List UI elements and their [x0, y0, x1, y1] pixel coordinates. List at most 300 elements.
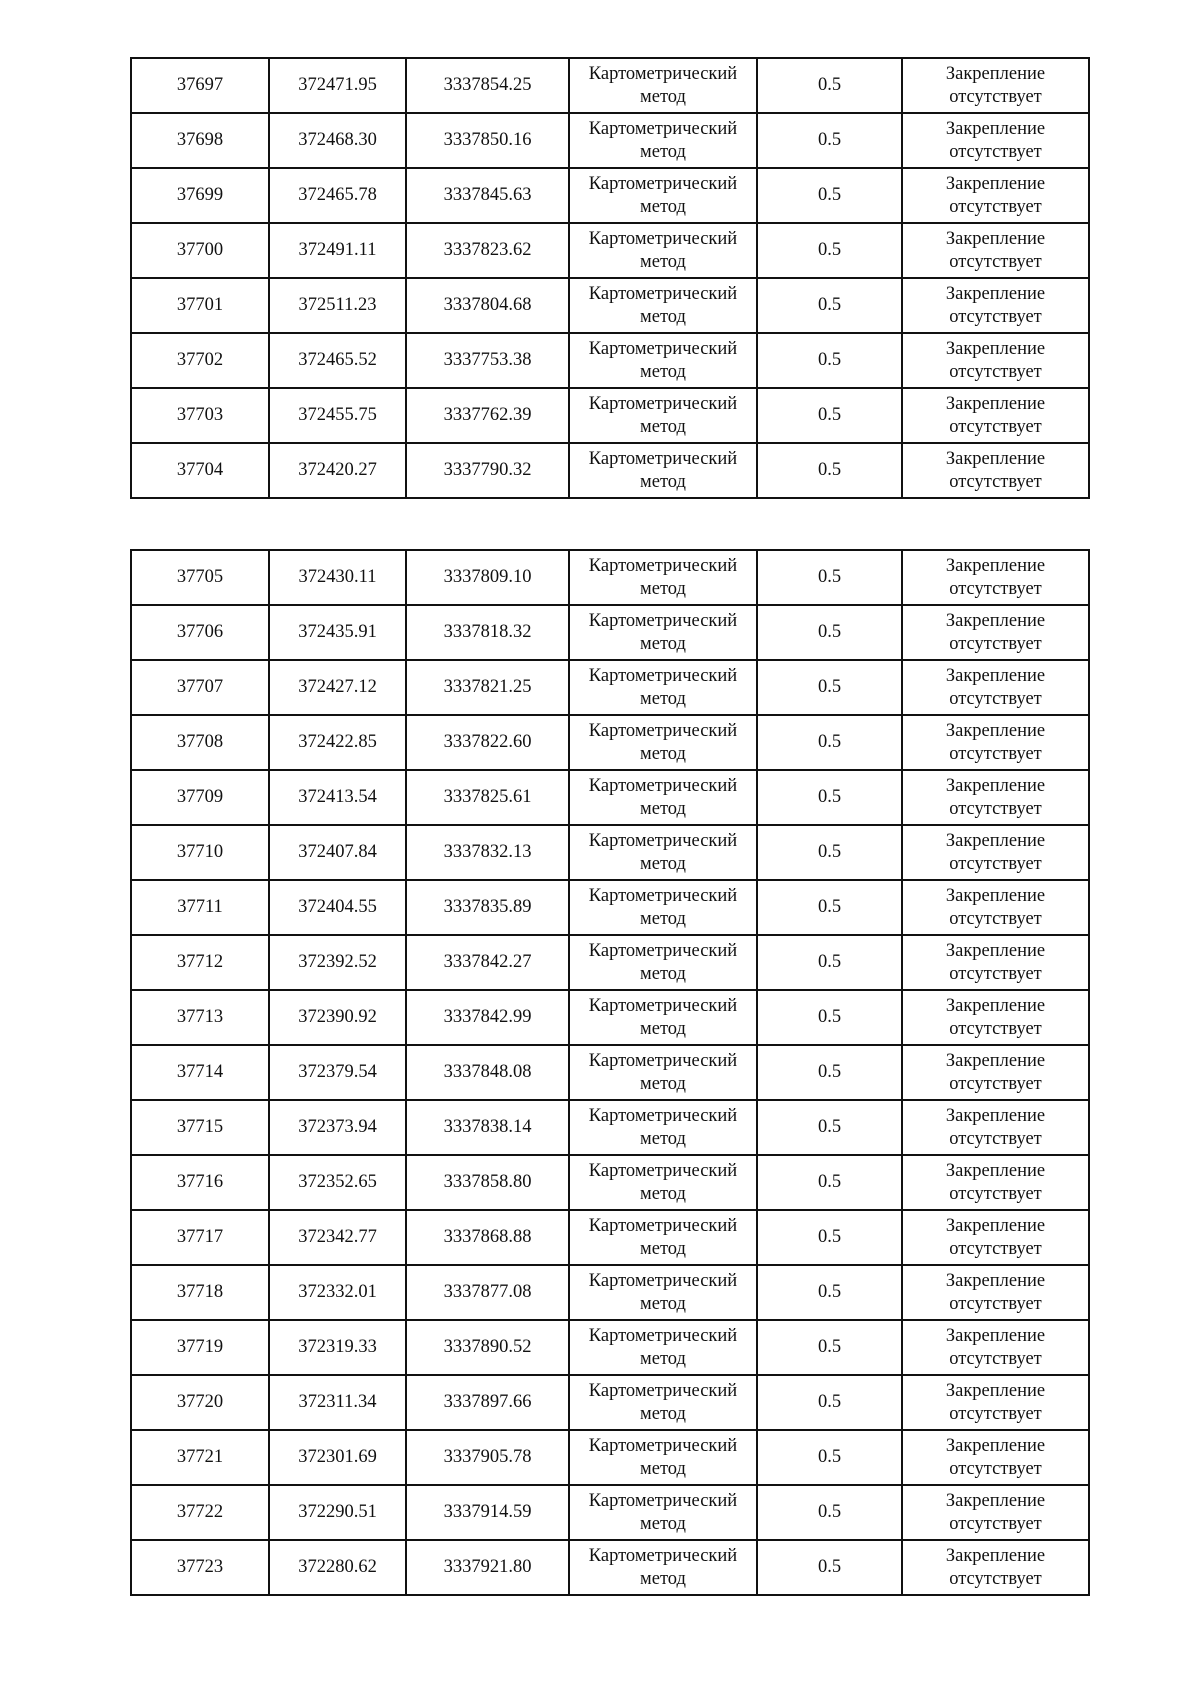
table-row — [131, 825, 1089, 880]
fixation-cell — [902, 770, 1089, 825]
method-cell-line-1: Картометрический — [588, 555, 738, 576]
point-number-cell: 37707 — [131, 660, 269, 715]
fixation-cell — [902, 935, 1089, 990]
fixation-cell-line-1: Закрепление — [945, 448, 1046, 469]
y-coordinate-cell: 3337897.66 — [406, 1375, 569, 1430]
method-cell-line-1: Картометрический — [588, 118, 738, 139]
method-cell — [569, 1045, 757, 1100]
y-coordinate-cell: 3337890.52 — [406, 1320, 569, 1375]
method-cell-line-2: метод — [640, 1238, 686, 1259]
point-number-cell: 37701 — [131, 278, 269, 333]
method-cell-line-2: метод — [640, 471, 686, 492]
point-number-cell: 37711 — [131, 880, 269, 935]
x-coordinate-cell: 372465.52 — [269, 333, 406, 388]
fixation-cell-line-1: Закрепление — [945, 1435, 1046, 1456]
method-cell-line-1: Картометрический — [588, 1050, 738, 1071]
fixation-cell — [902, 113, 1089, 168]
fixation-cell-line-2: отсутствует — [949, 908, 1042, 929]
point-number-cell: 37720 — [131, 1375, 269, 1430]
y-coordinate-cell: 3337832.13 — [406, 825, 569, 880]
method-cell — [569, 825, 757, 880]
fixation-cell-line-2: отсутствует — [949, 141, 1042, 162]
table-row — [131, 770, 1089, 825]
point-number-cell: 37698 — [131, 113, 269, 168]
x-coordinate-cell: 372352.65 — [269, 1155, 406, 1210]
x-coordinate-cell: 372427.12 — [269, 660, 406, 715]
y-coordinate-cell: 3337868.88 — [406, 1210, 569, 1265]
fixation-cell — [902, 168, 1089, 223]
point-number-cell: 37723 — [131, 1540, 269, 1595]
fixation-cell — [902, 58, 1089, 113]
method-cell-line-1: Картометрический — [588, 338, 738, 359]
point-number-cell: 37702 — [131, 333, 269, 388]
fixation-cell-line-1: Закрепление — [945, 940, 1046, 961]
table-row — [131, 58, 1089, 113]
fixation-cell — [902, 1265, 1089, 1320]
y-coordinate-cell: 3337809.10 — [406, 550, 569, 605]
method-cell-line-1: Картометрический — [588, 283, 738, 304]
method-cell — [569, 58, 757, 113]
method-cell-line-2: метод — [640, 688, 686, 709]
fixation-cell-line-1: Закрепление — [945, 1325, 1046, 1346]
fixation-cell-line-1: Закрепление — [945, 555, 1046, 576]
method-cell-line-1: Картометрический — [588, 885, 738, 906]
fixation-cell-line-2: отсутствует — [949, 853, 1042, 874]
y-coordinate-cell: 3337823.62 — [406, 223, 569, 278]
method-cell-line-2: метод — [640, 251, 686, 272]
y-coordinate-cell: 3337818.32 — [406, 605, 569, 660]
coordinates-table-body — [131, 58, 1089, 498]
method-cell-line-2: метод — [640, 1293, 686, 1314]
method-cell-line-2: метод — [640, 86, 686, 107]
point-number-cell: 37703 — [131, 388, 269, 443]
fixation-cell-line-1: Закрепление — [945, 1270, 1046, 1291]
point-number-cell: 37700 — [131, 223, 269, 278]
fixation-cell-line-1: Закрепление — [945, 1380, 1046, 1401]
method-cell-line-1: Картометрический — [588, 610, 738, 631]
fixation-cell — [902, 550, 1089, 605]
x-coordinate-cell: 372435.91 — [269, 605, 406, 660]
x-coordinate-cell: 372413.54 — [269, 770, 406, 825]
y-coordinate-cell: 3337850.16 — [406, 113, 569, 168]
x-coordinate-cell: 372332.01 — [269, 1265, 406, 1320]
fixation-cell — [902, 825, 1089, 880]
table-row — [131, 605, 1089, 660]
fixation-cell — [902, 388, 1089, 443]
method-cell — [569, 443, 757, 498]
table-row — [131, 168, 1089, 223]
method-cell — [569, 168, 757, 223]
method-cell — [569, 388, 757, 443]
x-coordinate-cell: 372455.75 — [269, 388, 406, 443]
fixation-cell-line-1: Закрепление — [945, 610, 1046, 631]
fixation-cell — [902, 1100, 1089, 1155]
fixation-cell-line-2: отсутствует — [949, 1403, 1042, 1424]
method-cell-line-2: метод — [640, 908, 686, 929]
method-cell — [569, 935, 757, 990]
fixation-cell — [902, 1155, 1089, 1210]
fixation-cell-line-2: отсутствует — [949, 1513, 1042, 1534]
fixation-cell-line-2: отсутствует — [949, 361, 1042, 382]
x-coordinate-cell: 372280.62 — [269, 1540, 406, 1595]
x-coordinate-cell: 372373.94 — [269, 1100, 406, 1155]
y-coordinate-cell: 3337877.08 — [406, 1265, 569, 1320]
fixation-cell-line-1: Закрепление — [945, 830, 1046, 851]
accuracy-cell: 0.5 — [757, 1210, 902, 1265]
table-row — [131, 1320, 1089, 1375]
table-row — [131, 1210, 1089, 1265]
method-cell — [569, 550, 757, 605]
accuracy-cell: 0.5 — [757, 990, 902, 1045]
method-cell — [569, 223, 757, 278]
method-cell-line-2: метод — [640, 141, 686, 162]
x-coordinate-cell: 372319.33 — [269, 1320, 406, 1375]
method-cell — [569, 113, 757, 168]
method-cell — [569, 715, 757, 770]
accuracy-cell: 0.5 — [757, 1265, 902, 1320]
fixation-cell — [902, 605, 1089, 660]
accuracy-cell: 0.5 — [757, 1485, 902, 1540]
fixation-cell-line-2: отсутствует — [949, 196, 1042, 217]
method-cell-line-2: метод — [640, 196, 686, 217]
point-number-cell: 37715 — [131, 1100, 269, 1155]
method-cell — [569, 660, 757, 715]
x-coordinate-cell: 372491.11 — [269, 223, 406, 278]
fixation-cell — [902, 660, 1089, 715]
accuracy-cell: 0.5 — [757, 333, 902, 388]
point-number-cell: 37721 — [131, 1430, 269, 1485]
method-cell-line-1: Картометрический — [588, 830, 738, 851]
x-coordinate-cell: 372430.11 — [269, 550, 406, 605]
accuracy-cell: 0.5 — [757, 1320, 902, 1375]
y-coordinate-cell: 3337835.89 — [406, 880, 569, 935]
method-cell-line-1: Картометрический — [588, 1160, 738, 1181]
y-coordinate-cell: 3337821.25 — [406, 660, 569, 715]
fixation-cell-line-1: Закрепление — [945, 393, 1046, 414]
fixation-cell — [902, 223, 1089, 278]
fixation-cell — [902, 278, 1089, 333]
fixation-cell-line-2: отсутствует — [949, 1128, 1042, 1149]
fixation-cell-line-1: Закрепление — [945, 1215, 1046, 1236]
fixation-cell-line-1: Закрепление — [945, 63, 1046, 84]
fixation-cell-line-1: Закрепление — [945, 1160, 1046, 1181]
method-cell-line-1: Картометрический — [588, 1545, 738, 1566]
accuracy-cell: 0.5 — [757, 1155, 902, 1210]
method-cell-line-2: метод — [640, 853, 686, 874]
method-cell — [569, 1375, 757, 1430]
table-row — [131, 223, 1089, 278]
y-coordinate-cell: 3337822.60 — [406, 715, 569, 770]
y-coordinate-cell: 3337753.38 — [406, 333, 569, 388]
table-row — [131, 550, 1089, 605]
point-number-cell: 37710 — [131, 825, 269, 880]
accuracy-cell: 0.5 — [757, 58, 902, 113]
table-row — [131, 1265, 1089, 1320]
method-cell-line-2: метод — [640, 1073, 686, 1094]
point-number-cell: 37719 — [131, 1320, 269, 1375]
x-coordinate-cell: 372420.27 — [269, 443, 406, 498]
y-coordinate-cell: 3337845.63 — [406, 168, 569, 223]
accuracy-cell: 0.5 — [757, 223, 902, 278]
fixation-cell-line-2: отсутствует — [949, 1293, 1042, 1314]
x-coordinate-cell: 372392.52 — [269, 935, 406, 990]
coordinates-table-2 — [130, 549, 1090, 1596]
fixation-cell-line-2: отсутствует — [949, 1018, 1042, 1039]
method-cell-line-2: метод — [640, 578, 686, 599]
method-cell-line-2: метод — [640, 1513, 686, 1534]
method-cell-line-2: метод — [640, 743, 686, 764]
x-coordinate-cell: 372390.92 — [269, 990, 406, 1045]
method-cell — [569, 1265, 757, 1320]
method-cell — [569, 278, 757, 333]
method-cell-line-1: Картометрический — [588, 1215, 738, 1236]
x-coordinate-cell: 372511.23 — [269, 278, 406, 333]
method-cell — [569, 770, 757, 825]
x-coordinate-cell: 372471.95 — [269, 58, 406, 113]
accuracy-cell: 0.5 — [757, 1375, 902, 1430]
table-row — [131, 333, 1089, 388]
y-coordinate-cell: 3337854.25 — [406, 58, 569, 113]
method-cell-line-1: Картометрический — [588, 228, 738, 249]
method-cell-line-1: Картометрический — [588, 393, 738, 414]
point-number-cell: 37706 — [131, 605, 269, 660]
fixation-cell-line-2: отсутствует — [949, 743, 1042, 764]
fixation-cell-line-2: отсутствует — [949, 578, 1042, 599]
table-row — [131, 1485, 1089, 1540]
y-coordinate-cell: 3337914.59 — [406, 1485, 569, 1540]
y-coordinate-cell: 3337842.99 — [406, 990, 569, 1045]
accuracy-cell: 0.5 — [757, 880, 902, 935]
method-cell-line-2: метод — [640, 1018, 686, 1039]
accuracy-cell: 0.5 — [757, 605, 902, 660]
accuracy-cell: 0.5 — [757, 935, 902, 990]
method-cell-line-2: метод — [640, 306, 686, 327]
method-cell-line-1: Картометрический — [588, 940, 738, 961]
accuracy-cell: 0.5 — [757, 443, 902, 498]
y-coordinate-cell: 3337790.32 — [406, 443, 569, 498]
fixation-cell-line-2: отсутствует — [949, 633, 1042, 654]
table-row — [131, 935, 1089, 990]
fixation-cell-line-1: Закрепление — [945, 1490, 1046, 1511]
fixation-cell-line-2: отсутствует — [949, 1183, 1042, 1204]
table-row — [131, 990, 1089, 1045]
fixation-cell — [902, 333, 1089, 388]
y-coordinate-cell: 3337905.78 — [406, 1430, 569, 1485]
point-number-cell: 37718 — [131, 1265, 269, 1320]
point-number-cell: 37716 — [131, 1155, 269, 1210]
fixation-cell-line-1: Закрепление — [945, 665, 1046, 686]
accuracy-cell: 0.5 — [757, 1100, 902, 1155]
point-number-cell: 37699 — [131, 168, 269, 223]
method-cell-line-1: Картометрический — [588, 1270, 738, 1291]
fixation-cell-line-2: отсутствует — [949, 1073, 1042, 1094]
accuracy-cell: 0.5 — [757, 278, 902, 333]
table-row — [131, 443, 1089, 498]
fixation-cell-line-2: отсутствует — [949, 1348, 1042, 1369]
point-number-cell: 37714 — [131, 1045, 269, 1100]
fixation-cell-line-2: отсутствует — [949, 798, 1042, 819]
method-cell-line-1: Картометрический — [588, 1380, 738, 1401]
method-cell — [569, 1430, 757, 1485]
fixation-cell-line-2: отсутствует — [949, 688, 1042, 709]
method-cell — [569, 990, 757, 1045]
fixation-cell-line-1: Закрепление — [945, 1050, 1046, 1071]
method-cell — [569, 333, 757, 388]
method-cell-line-2: метод — [640, 798, 686, 819]
fixation-cell-line-1: Закрепление — [945, 720, 1046, 741]
method-cell-line-1: Картометрический — [588, 1105, 738, 1126]
method-cell-line-2: метод — [640, 361, 686, 382]
fixation-cell-line-1: Закрепление — [945, 228, 1046, 249]
fixation-cell-line-2: отсутствует — [949, 471, 1042, 492]
y-coordinate-cell: 3337838.14 — [406, 1100, 569, 1155]
method-cell-line-1: Картометрический — [588, 775, 738, 796]
x-coordinate-cell: 372407.84 — [269, 825, 406, 880]
table-row — [131, 880, 1089, 935]
accuracy-cell: 0.5 — [757, 1045, 902, 1100]
x-coordinate-cell: 372465.78 — [269, 168, 406, 223]
accuracy-cell: 0.5 — [757, 1540, 902, 1595]
table-row — [131, 1155, 1089, 1210]
fixation-cell-line-2: отсутствует — [949, 416, 1042, 437]
x-coordinate-cell: 372342.77 — [269, 1210, 406, 1265]
fixation-cell-line-2: отсутствует — [949, 963, 1042, 984]
fixation-cell-line-2: отсутствует — [949, 1568, 1042, 1589]
fixation-cell-line-2: отсутствует — [949, 1238, 1042, 1259]
fixation-cell — [902, 1375, 1089, 1430]
method-cell-line-2: метод — [640, 1568, 686, 1589]
fixation-cell — [902, 1045, 1089, 1100]
fixation-cell — [902, 1430, 1089, 1485]
fixation-cell — [902, 1540, 1089, 1595]
table-row — [131, 660, 1089, 715]
fixation-cell — [902, 443, 1089, 498]
table-row — [131, 1100, 1089, 1155]
method-cell-line-1: Картометрический — [588, 665, 738, 686]
method-cell-line-1: Картометрический — [588, 63, 738, 84]
coordinates-table-body — [131, 550, 1089, 1595]
point-number-cell: 37697 — [131, 58, 269, 113]
method-cell — [569, 1485, 757, 1540]
accuracy-cell: 0.5 — [757, 388, 902, 443]
x-coordinate-cell: 372311.34 — [269, 1375, 406, 1430]
fixation-cell-line-1: Закрепление — [945, 1545, 1046, 1566]
table-row — [131, 715, 1089, 770]
method-cell-line-2: метод — [640, 416, 686, 437]
point-number-cell: 37712 — [131, 935, 269, 990]
coordinates-table-1 — [130, 57, 1090, 499]
point-number-cell: 37704 — [131, 443, 269, 498]
method-cell-line-1: Картометрический — [588, 448, 738, 469]
fixation-cell-line-1: Закрепление — [945, 173, 1046, 194]
method-cell — [569, 1320, 757, 1375]
accuracy-cell: 0.5 — [757, 660, 902, 715]
y-coordinate-cell: 3337804.68 — [406, 278, 569, 333]
method-cell — [569, 1210, 757, 1265]
point-number-cell: 37717 — [131, 1210, 269, 1265]
x-coordinate-cell: 372422.85 — [269, 715, 406, 770]
y-coordinate-cell: 3337848.08 — [406, 1045, 569, 1100]
method-cell-line-2: метод — [640, 963, 686, 984]
accuracy-cell: 0.5 — [757, 825, 902, 880]
fixation-cell-line-1: Закрепление — [945, 775, 1046, 796]
accuracy-cell: 0.5 — [757, 550, 902, 605]
method-cell-line-1: Картометрический — [588, 1490, 738, 1511]
fixation-cell — [902, 880, 1089, 935]
point-number-cell: 37709 — [131, 770, 269, 825]
table-row — [131, 1375, 1089, 1430]
method-cell-line-2: метод — [640, 633, 686, 654]
fixation-cell-line-1: Закрепление — [945, 118, 1046, 139]
accuracy-cell: 0.5 — [757, 770, 902, 825]
x-coordinate-cell: 372404.55 — [269, 880, 406, 935]
method-cell-line-1: Картометрический — [588, 1325, 738, 1346]
table-row — [131, 113, 1089, 168]
fixation-cell-line-1: Закрепление — [945, 338, 1046, 359]
fixation-cell-line-2: отсутствует — [949, 306, 1042, 327]
fixation-cell-line-1: Закрепление — [945, 885, 1046, 906]
fixation-cell — [902, 1320, 1089, 1375]
table-row — [131, 388, 1089, 443]
point-number-cell: 37708 — [131, 715, 269, 770]
method-cell-line-2: метод — [640, 1458, 686, 1479]
y-coordinate-cell: 3337858.80 — [406, 1155, 569, 1210]
method-cell — [569, 605, 757, 660]
fixation-cell-line-2: отсутствует — [949, 1458, 1042, 1479]
accuracy-cell: 0.5 — [757, 1430, 902, 1485]
fixation-cell — [902, 1210, 1089, 1265]
method-cell-line-2: метод — [640, 1183, 686, 1204]
method-cell — [569, 1155, 757, 1210]
x-coordinate-cell: 372301.69 — [269, 1430, 406, 1485]
x-coordinate-cell: 372379.54 — [269, 1045, 406, 1100]
method-cell — [569, 880, 757, 935]
method-cell-line-2: метод — [640, 1128, 686, 1149]
method-cell — [569, 1540, 757, 1595]
fixation-cell-line-1: Закрепление — [945, 1105, 1046, 1126]
fixation-cell — [902, 990, 1089, 1045]
method-cell-line-1: Картометрический — [588, 995, 738, 1016]
x-coordinate-cell: 372468.30 — [269, 113, 406, 168]
point-number-cell: 37722 — [131, 1485, 269, 1540]
fixation-cell — [902, 1485, 1089, 1540]
table-row — [131, 1540, 1089, 1595]
method-cell-line-1: Картометрический — [588, 173, 738, 194]
point-number-cell: 37713 — [131, 990, 269, 1045]
table-row — [131, 1430, 1089, 1485]
fixation-cell-line-2: отсутствует — [949, 86, 1042, 107]
accuracy-cell: 0.5 — [757, 715, 902, 770]
method-cell-line-2: метод — [640, 1403, 686, 1424]
method-cell-line-1: Картометрический — [588, 720, 738, 741]
x-coordinate-cell: 372290.51 — [269, 1485, 406, 1540]
fixation-cell-line-1: Закрепление — [945, 995, 1046, 1016]
method-cell-line-1: Картометрический — [588, 1435, 738, 1456]
point-number-cell: 37705 — [131, 550, 269, 605]
y-coordinate-cell: 3337762.39 — [406, 388, 569, 443]
fixation-cell-line-1: Закрепление — [945, 283, 1046, 304]
y-coordinate-cell: 3337825.61 — [406, 770, 569, 825]
fixation-cell — [902, 715, 1089, 770]
y-coordinate-cell: 3337842.27 — [406, 935, 569, 990]
fixation-cell-line-2: отсутствует — [949, 251, 1042, 272]
table-row — [131, 278, 1089, 333]
method-cell — [569, 1100, 757, 1155]
y-coordinate-cell: 3337921.80 — [406, 1540, 569, 1595]
accuracy-cell: 0.5 — [757, 113, 902, 168]
accuracy-cell: 0.5 — [757, 168, 902, 223]
method-cell-line-2: метод — [640, 1348, 686, 1369]
